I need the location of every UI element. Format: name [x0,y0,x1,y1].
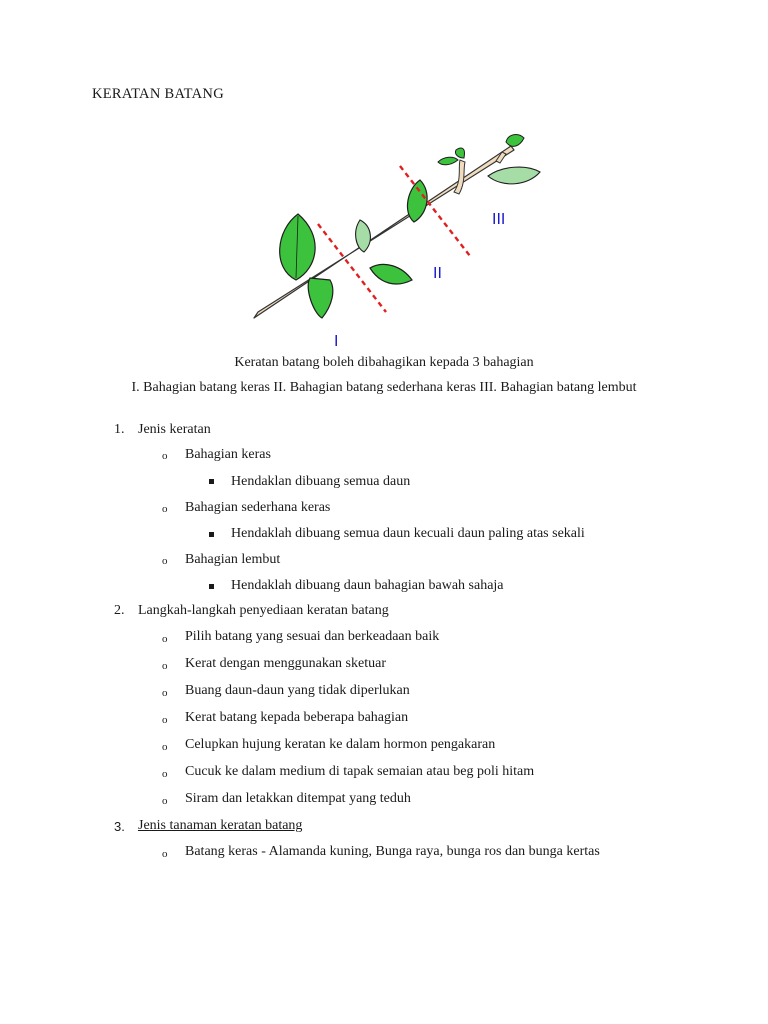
leaf-top-small-2 [455,148,464,158]
sub-item: Bahagian sederhana keras [185,500,331,515]
document-title: KERATAN BATANG [92,86,224,102]
step-item: Siram dan letakkan ditempat yang teduh [185,791,411,806]
bullet-circle: o [162,768,168,780]
bullet-circle: o [162,555,168,567]
leaf-bud-top [506,135,524,147]
plant-example-item: Batang keras - Alamanda kuning, Bunga raya, bunga ros dan bunga kertas [185,844,600,859]
list-item-1: Jenis keratan [138,422,211,437]
bullet-circle: o [162,633,168,645]
leaf-mid-lower [370,264,412,284]
section-label-iii: III [492,211,506,228]
section-label-ii: II [433,265,442,282]
bullet-square [209,584,214,589]
bullet-circle: o [162,503,168,515]
stem-cutting-illustration [240,128,560,354]
bullet-circle: o [162,848,168,860]
bullet-circle: o [162,660,168,672]
leaf-upright [407,180,427,222]
step-item: Celupkan hujung keratan ke dalam hormon pengakaran [185,737,496,752]
list-number-3: 3. [114,819,125,834]
list-number-1: 1. [114,422,125,437]
list-item-2: Langkah-langkah penyediaan keratan batang [138,603,389,618]
bullet-circle: o [162,687,168,699]
sub-item: Bahagian keras [185,447,271,462]
bullet-circle: o [162,450,168,462]
sub-sub-item: Hendaklah dibuang semua daun kecuali daun paling atas sekali [231,526,585,541]
leaf-right [488,167,540,184]
bullet-square [209,479,214,484]
step-item: Cucuk ke dalam medium di tapak semaian atau beg poli hitam [185,764,535,779]
sub-sub-item: Hendaklan dibuang semua daun [231,474,411,489]
list-number-2: 2. [114,603,125,618]
bullet-circle: o [162,714,168,726]
list-item-3: Jenis tanaman keratan batang [138,818,303,833]
step-item: Kerat dengan menggunakan sketuar [185,656,386,671]
sub-item: Bahagian lembut [185,552,281,567]
figure-caption: Keratan batang boleh dibahagikan kepada 3 bahagian [234,355,534,370]
bullet-circle: o [162,741,168,753]
leaf-small-mid [356,220,371,252]
bullet-square [209,532,214,537]
bullet-circle: o [162,795,168,807]
leaf-lower-left [308,278,333,318]
stem-branch [454,160,465,194]
step-item: Kerat batang kepada beberapa bahagian [185,710,409,725]
step-item: Buang daun-daun yang tidak diperlukan [185,683,410,698]
figure-caption-parts: I. Bahagian batang keras II. Bahagian batang sederhana keras III. Bahagian batang lembut [131,380,637,395]
step-item: Pilih batang yang sesuai dan berkeadaan baik [185,629,440,644]
sub-sub-item: Hendaklah dibuang daun bahagian bawah sahaja [231,578,504,593]
section-label-i: I [334,333,339,350]
leaf-top-small-1 [438,157,458,165]
